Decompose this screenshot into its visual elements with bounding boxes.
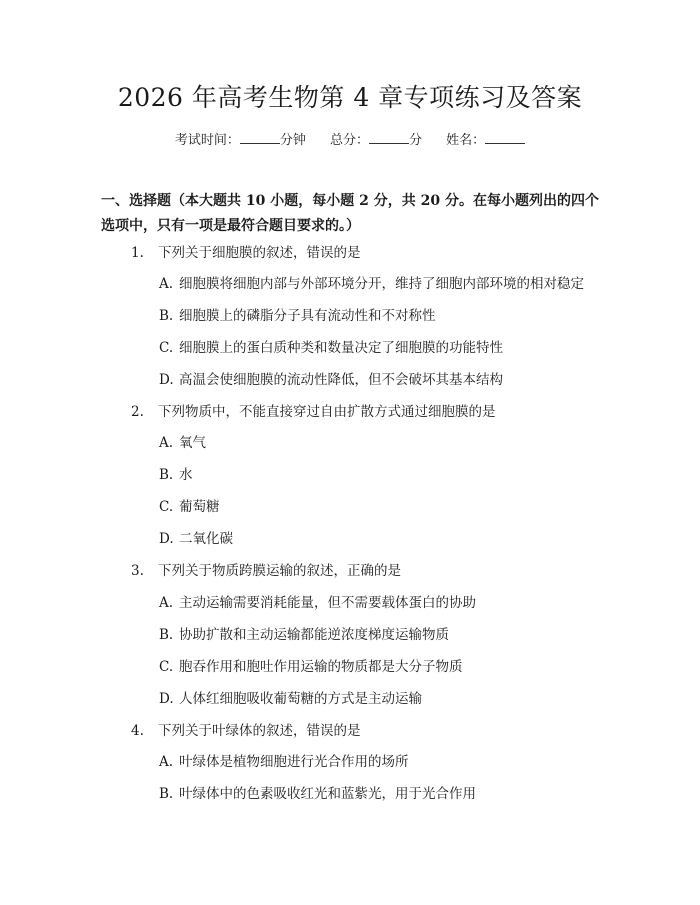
option-letter: A. xyxy=(159,754,174,770)
option-letter: B. xyxy=(159,467,174,483)
question-3 xyxy=(131,561,401,581)
time-label: 考试时间： xyxy=(174,133,240,148)
question-3-option-b[interactable] xyxy=(159,625,449,645)
score-label: 总分： xyxy=(329,133,369,148)
option-letter: B. xyxy=(159,308,174,324)
question-stem: 下列关于细胞膜的叙述，错误的是 xyxy=(158,245,361,261)
question-1-option-a[interactable] xyxy=(159,274,584,294)
question-2 xyxy=(131,402,496,422)
option-text: 人体红细胞吸收葡萄糖的方式是主动运输 xyxy=(179,691,422,707)
question-number: 2. xyxy=(131,404,144,420)
question-stem: 下列关于叶绿体的叙述，错误的是 xyxy=(158,723,361,739)
question-1-option-b[interactable] xyxy=(159,306,436,326)
question-2-option-c[interactable] xyxy=(159,497,220,517)
question-4-option-a[interactable] xyxy=(159,752,409,772)
question-4-option-b[interactable] xyxy=(159,784,476,804)
option-letter: C. xyxy=(159,659,174,675)
question-number: 4. xyxy=(131,723,144,739)
question-1-option-c[interactable] xyxy=(159,338,503,358)
option-text: 细胞膜上的蛋白质种类和数量决定了细胞膜的功能特性 xyxy=(179,340,503,356)
option-text: 细胞膜将细胞内部与外部环境分开，维持了细胞内部环境的相对稳定 xyxy=(179,276,584,292)
question-3-option-d[interactable] xyxy=(159,689,422,709)
section-header: 一、选择题（本大题共 10 小题，每小题 2 分，共 20 分。在每小题列出的四个选项中，只有一项是最符合题目要求的。） xyxy=(101,193,599,234)
option-text: 葡萄糖 xyxy=(179,499,220,515)
question-2-option-d[interactable] xyxy=(159,529,233,549)
question-2-option-b[interactable] xyxy=(159,465,193,485)
time-unit: 分钟 xyxy=(279,133,306,148)
time-field xyxy=(175,131,306,151)
name-field xyxy=(446,131,525,151)
option-text: 水 xyxy=(179,467,193,483)
question-1-option-d[interactable] xyxy=(159,370,503,390)
option-text: 胞吞作用和胞吐作用运输的物质都是大分子物质 xyxy=(179,659,463,675)
name-label: 姓名： xyxy=(446,133,486,148)
score-unit: 分 xyxy=(409,133,423,148)
option-text: 氧气 xyxy=(179,435,206,451)
score-field xyxy=(330,131,422,151)
option-text: 细胞膜上的磷脂分子具有流动性和不对称性 xyxy=(179,308,436,324)
name-blank[interactable] xyxy=(485,131,525,144)
time-blank[interactable] xyxy=(240,131,280,144)
option-letter: B. xyxy=(159,627,174,643)
option-text: 协助扩散和主动运输都能逆浓度梯度运输物质 xyxy=(179,627,449,643)
question-3-option-c[interactable] xyxy=(159,657,463,677)
option-letter: A. xyxy=(159,276,174,292)
option-letter: C. xyxy=(159,340,174,356)
page-title: 2026 年高考生物第 4 章专项练习及答案 xyxy=(117,83,583,112)
score-blank[interactable] xyxy=(369,131,409,144)
option-letter: D. xyxy=(159,372,174,388)
question-stem: 下列物质中，不能直接穿过自由扩散方式通过细胞膜的是 xyxy=(158,404,496,420)
option-text: 高温会使细胞膜的流动性降低，但不会破坏其基本结构 xyxy=(179,372,503,388)
option-letter: D. xyxy=(159,531,174,547)
option-text: 主动运输需要消耗能量，但不需要载体蛋白的协助 xyxy=(179,595,476,611)
option-letter: D. xyxy=(159,691,174,707)
option-text: 叶绿体中的色素吸收红光和蓝紫光，用于光合作用 xyxy=(179,786,476,802)
question-1 xyxy=(131,243,361,263)
question-2-option-a[interactable] xyxy=(159,433,206,453)
option-letter: A. xyxy=(159,435,174,451)
question-number: 3. xyxy=(131,563,144,579)
question-stem: 下列关于物质跨膜运输的叙述，正确的是 xyxy=(158,563,401,579)
option-text: 二氧化碳 xyxy=(179,531,233,547)
exam-info-row xyxy=(0,131,700,151)
option-letter: C. xyxy=(159,499,174,515)
option-letter: B. xyxy=(159,786,174,802)
question-number: 1. xyxy=(131,245,144,261)
question-4 xyxy=(131,721,361,741)
option-letter: A. xyxy=(159,595,174,611)
option-text: 叶绿体是植物细胞进行光合作用的场所 xyxy=(179,754,409,770)
question-3-option-a[interactable] xyxy=(159,593,476,613)
